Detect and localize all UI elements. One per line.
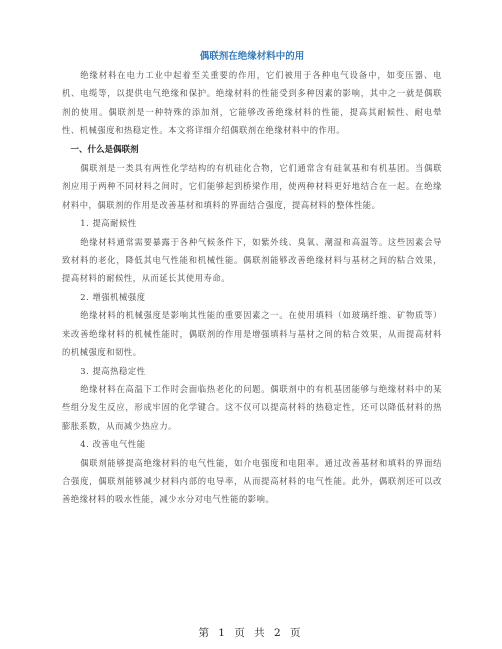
item-paragraph-3: 绝缘材料在高温下工作时会面临热老化的问题。偶联剂中的有机基团能够与绝缘材料中的某些组分发生反应，形成牢固的化学键合。这不仅可以提高材料的热稳定性，还可以降低材料的热膨胀系数，从而减少热应力。: [62, 383, 442, 431]
item-paragraph-2: 绝缘材料的机械强度是影响其性能的重要因素之一。在使用填料（如玻璃纤维、矿物质等）来改善绝缘材料的机械性能时，偶联剂的作用是增强填料与基材之间的粘合效果，从而提高材料的机械强度和韧性。: [62, 310, 442, 358]
item-heading-4: 4. 改善电气性能: [80, 439, 146, 450]
item-heading-1: 1. 提高耐候性: [80, 218, 137, 229]
item-paragraph-1: 绝缘材料通常需要暴露于各种气候条件下，如紫外线、臭氧、潮湿和高温等。这些因素会导致材料的老化，降低其电气性能和机械性能。偶联剂能够改善绝缘材料与基材之间的粘合效果，提高材料的耐候性，从而延长其使用寿命。: [62, 236, 442, 284]
item-heading-3: 3. 提高热稳定性: [80, 365, 146, 376]
item-paragraph-4: 偶联剂能够提高绝缘材料的电气性能，如介电强度和电阻率。通过改善基材和填料的界面结合强度，偶联剂能够减少材料内部的电导率，从而提高材料的电气性能。此外，偶联剂还可以改善绝缘材料的吸水性能，减少水分对电气性能的影响。: [62, 457, 442, 505]
page-footer: 第 1 页 共 2 页: [198, 627, 304, 639]
document-body: [62, 50, 442, 509]
section-heading-1: 一、什么是偶联剂: [70, 144, 139, 155]
item-heading-2: 2. 增强机械强度: [80, 291, 146, 302]
document-title: 偶联剂在绝缘材料中的用: [199, 51, 305, 62]
intro-paragraph: 绝缘材料在电力工业中起着至关重要的作用，它们被用于各种电气设备中，如变压器、电机、电缆等，以提供电气绝缘和保护。绝缘材料的性能受到多种因素的影响，其中之一就是偶联剂的使用。偶联剂是一种特殊的添加剂，它能够改善绝缘材料的性能，提高其耐候性、耐电晕性、机械强度和热稳定性。本文将详细介绍偶联剂在绝缘材料中的作用。: [62, 70, 442, 136]
section-1-paragraph: 偶联剂是一类具有两性化学结构的有机硅化合物，它们通常含有硅氧基和有机基团。当偶联剂应用于两种不同材料之间时，它们能够起到桥梁作用，使两种材料更好地结合在一起。在绝缘材料中，偶联剂的作用是改善基材和填料的界面结合强度，提高材料的整体性能。: [62, 163, 442, 210]
